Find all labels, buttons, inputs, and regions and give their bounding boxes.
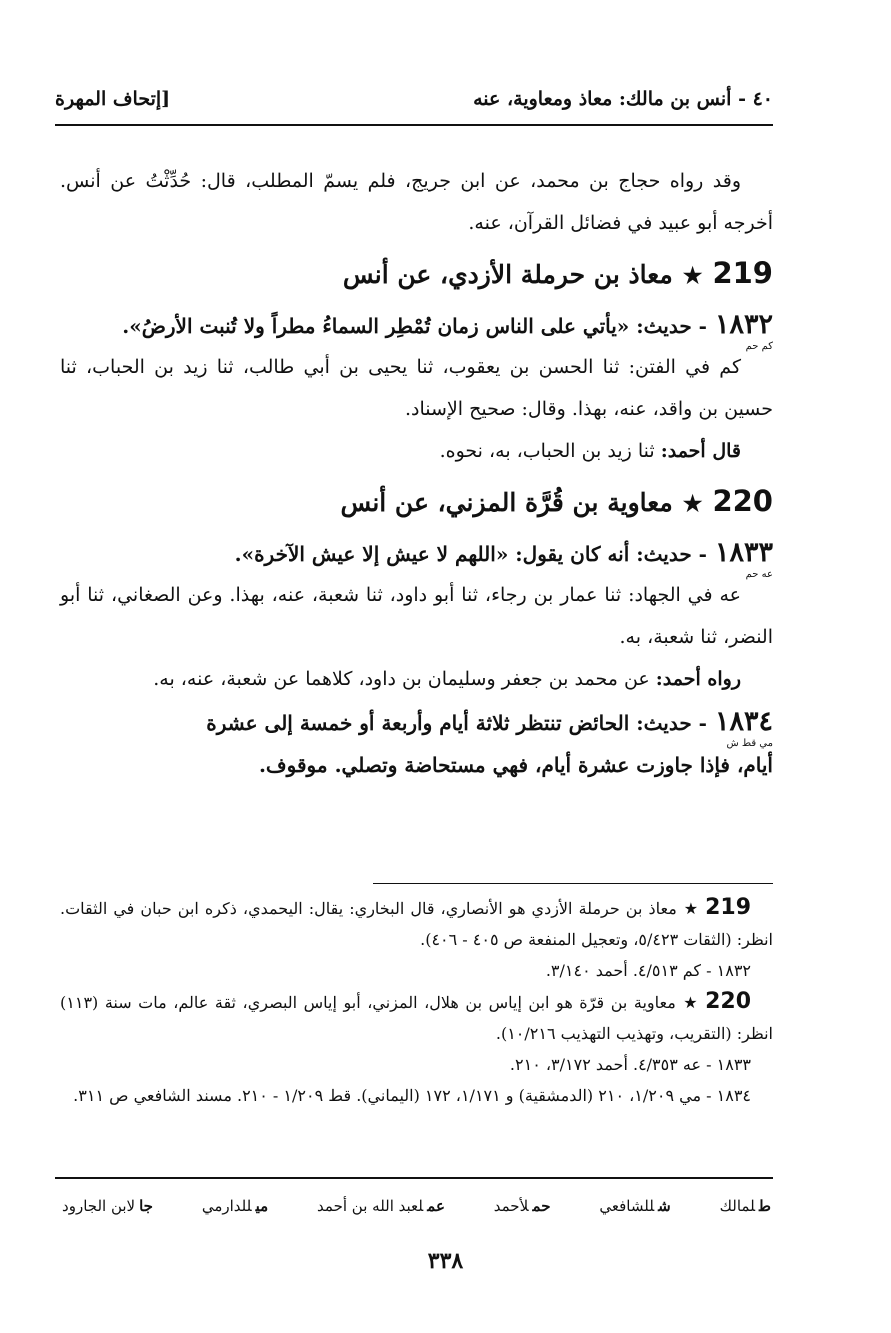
hadith-number: ١٨٣٣ (714, 537, 773, 568)
source-codes: كم حم (745, 341, 773, 352)
section-title: معاذ بن حرملة الأزدي، عن أنس (342, 260, 673, 289)
star-icon: ★ (682, 491, 703, 517)
source-codes: مي قط ش (726, 738, 773, 749)
abbrev-item: شللشافعي (599, 1197, 671, 1215)
footnote-219 (60, 892, 773, 955)
hadith-number: ١٨٣٤ (714, 706, 773, 737)
footnote-1832: ١٨٣٢ - كم ٤/٥١٣. أحمد ٣/١٤٠. (545, 961, 751, 980)
abbrev-item: جالابن الجارود (62, 1197, 153, 1215)
intro-paragraph: وقد رواه حجاج بن محمد، عن ابن جريج، فلم يسمّ المطلب، قال: حُدِّثْتُ عن أنس. أخرجه أبو عبيد في فضائل القرآن، عنه. (60, 170, 773, 234)
abbrev-item: حملأحمد (493, 1197, 551, 1215)
section-heading-220 (60, 478, 773, 527)
star-icon: ★ (681, 993, 700, 1012)
hadith-1832-chain: كم في الفتن: ثنا الحسن بن يعقوب، ثنا يحيى بن أبي طالب، ثنا زيد بن الحباب، ثنا حسين بن واقد، عنه، بهذا. وقال: صحيح الإسناد. (60, 356, 773, 420)
hadith-1833-ahmad (60, 658, 773, 700)
main-text (60, 160, 773, 787)
hadith-text: - حديث: أنه كان يقول: «اللهم لا عيش إلا عيش الآخرة». (234, 542, 707, 566)
hadith-1834-cont: أيام، فإذا جاوزت عشرة أيام، فهي مستحاضة وتصلي. موقوف. (258, 753, 773, 777)
footnote-1833: ١٨٣٣ - عه ٤/٣٥٣. أحمد ٣/١٧٢، ٢١٠. (509, 1055, 751, 1074)
page-number: ٣٣٨ (427, 1248, 464, 1274)
hadith-text-line1: - حديث: الحائض تنتظر ثلاثة أيام وأربعة أو خمسة إلى عشرة (206, 711, 707, 735)
abbrev-item: ميللدارمي (201, 1197, 269, 1215)
header-rule (55, 124, 773, 126)
header-chapter-title: ٤٠ - أنس بن مالك: معاذ ومعاوية، عنه (473, 88, 773, 110)
abbreviation-key (62, 1192, 771, 1220)
section-title: معاوية بن قُرَّة المزني، عن أنس (340, 488, 673, 517)
hadith-1832 (60, 303, 773, 348)
footnote-220 (60, 986, 773, 1049)
footnote-text: معاذ بن حرملة الأزدي هو الأنصاري، قال البخاري: يقال: اليحمدي، ذكره ابن حبان في الثقات. انظر: (الثقات ٥/٤٢٣، وتعجيل المنفعة ص ٤٠٥ - ٤٠٦). (60, 899, 773, 949)
header-book-title: [إتحاف المهرة (55, 88, 171, 110)
footnote-separator (373, 883, 773, 884)
section-number: 220 (712, 484, 773, 518)
lead-label: قال أحمد: (660, 440, 741, 462)
section-heading-219 (60, 250, 773, 299)
hadith-1832-ahmad (60, 430, 773, 472)
source-codes: عه حم (745, 569, 773, 580)
footnotes (60, 892, 773, 1111)
chain-text: عن محمد بن جعفر وسليمان بن داود، كلاهما عن شعبة، عنه، به. (153, 668, 650, 690)
abbrev-item: طلمالك (719, 1197, 771, 1215)
star-icon: ★ (682, 263, 703, 289)
footnote-text: معاوية بن قرّة هو ابن إياس بن هلال، المزني، أبو إياس البصري، ثقة عالم، مات سنة (١١٣) انظر: (التقريب، وتهذيب التهذيب ١٠/٢١٦). (60, 993, 773, 1043)
footnote-number: 219 (705, 895, 752, 920)
footnote-number: 220 (705, 989, 752, 1014)
hadith-number: ١٨٣٢ (714, 309, 773, 340)
abbrev-item: عملعبد الله بن أحمد (317, 1197, 445, 1215)
section-number: 219 (712, 256, 773, 290)
running-header (55, 82, 773, 116)
lead-label: رواه أحمد: (655, 668, 741, 690)
footnote-1834: ١٨٣٤ - مي ١/٢٠٩، ٢١٠ (الدمشقية) و ١/١٧١، ١٧٢ (اليماني). قط ١/٢٠٩ - ٢١٠. مسند الشافعي ص ٣١١. (73, 1086, 751, 1105)
hadith-text: - حديث: «يأتي على الناس زمان تُمْطِر السماءُ مطراً ولا تُنبت الأرضُ». (122, 314, 707, 338)
abbreviation-rule (55, 1177, 773, 1179)
star-icon: ★ (682, 899, 700, 918)
chain-text: ثنا زيد بن الحباب، به، نحوه. (439, 440, 655, 462)
hadith-1833-chain: عه في الجهاد: ثنا عمار بن رجاء، ثنا أبو داود، ثنا شعبة، عنه، بهذا. وعن الصغاني، ثنا أبو النضر، ثنا شعبة، به. (60, 584, 773, 648)
